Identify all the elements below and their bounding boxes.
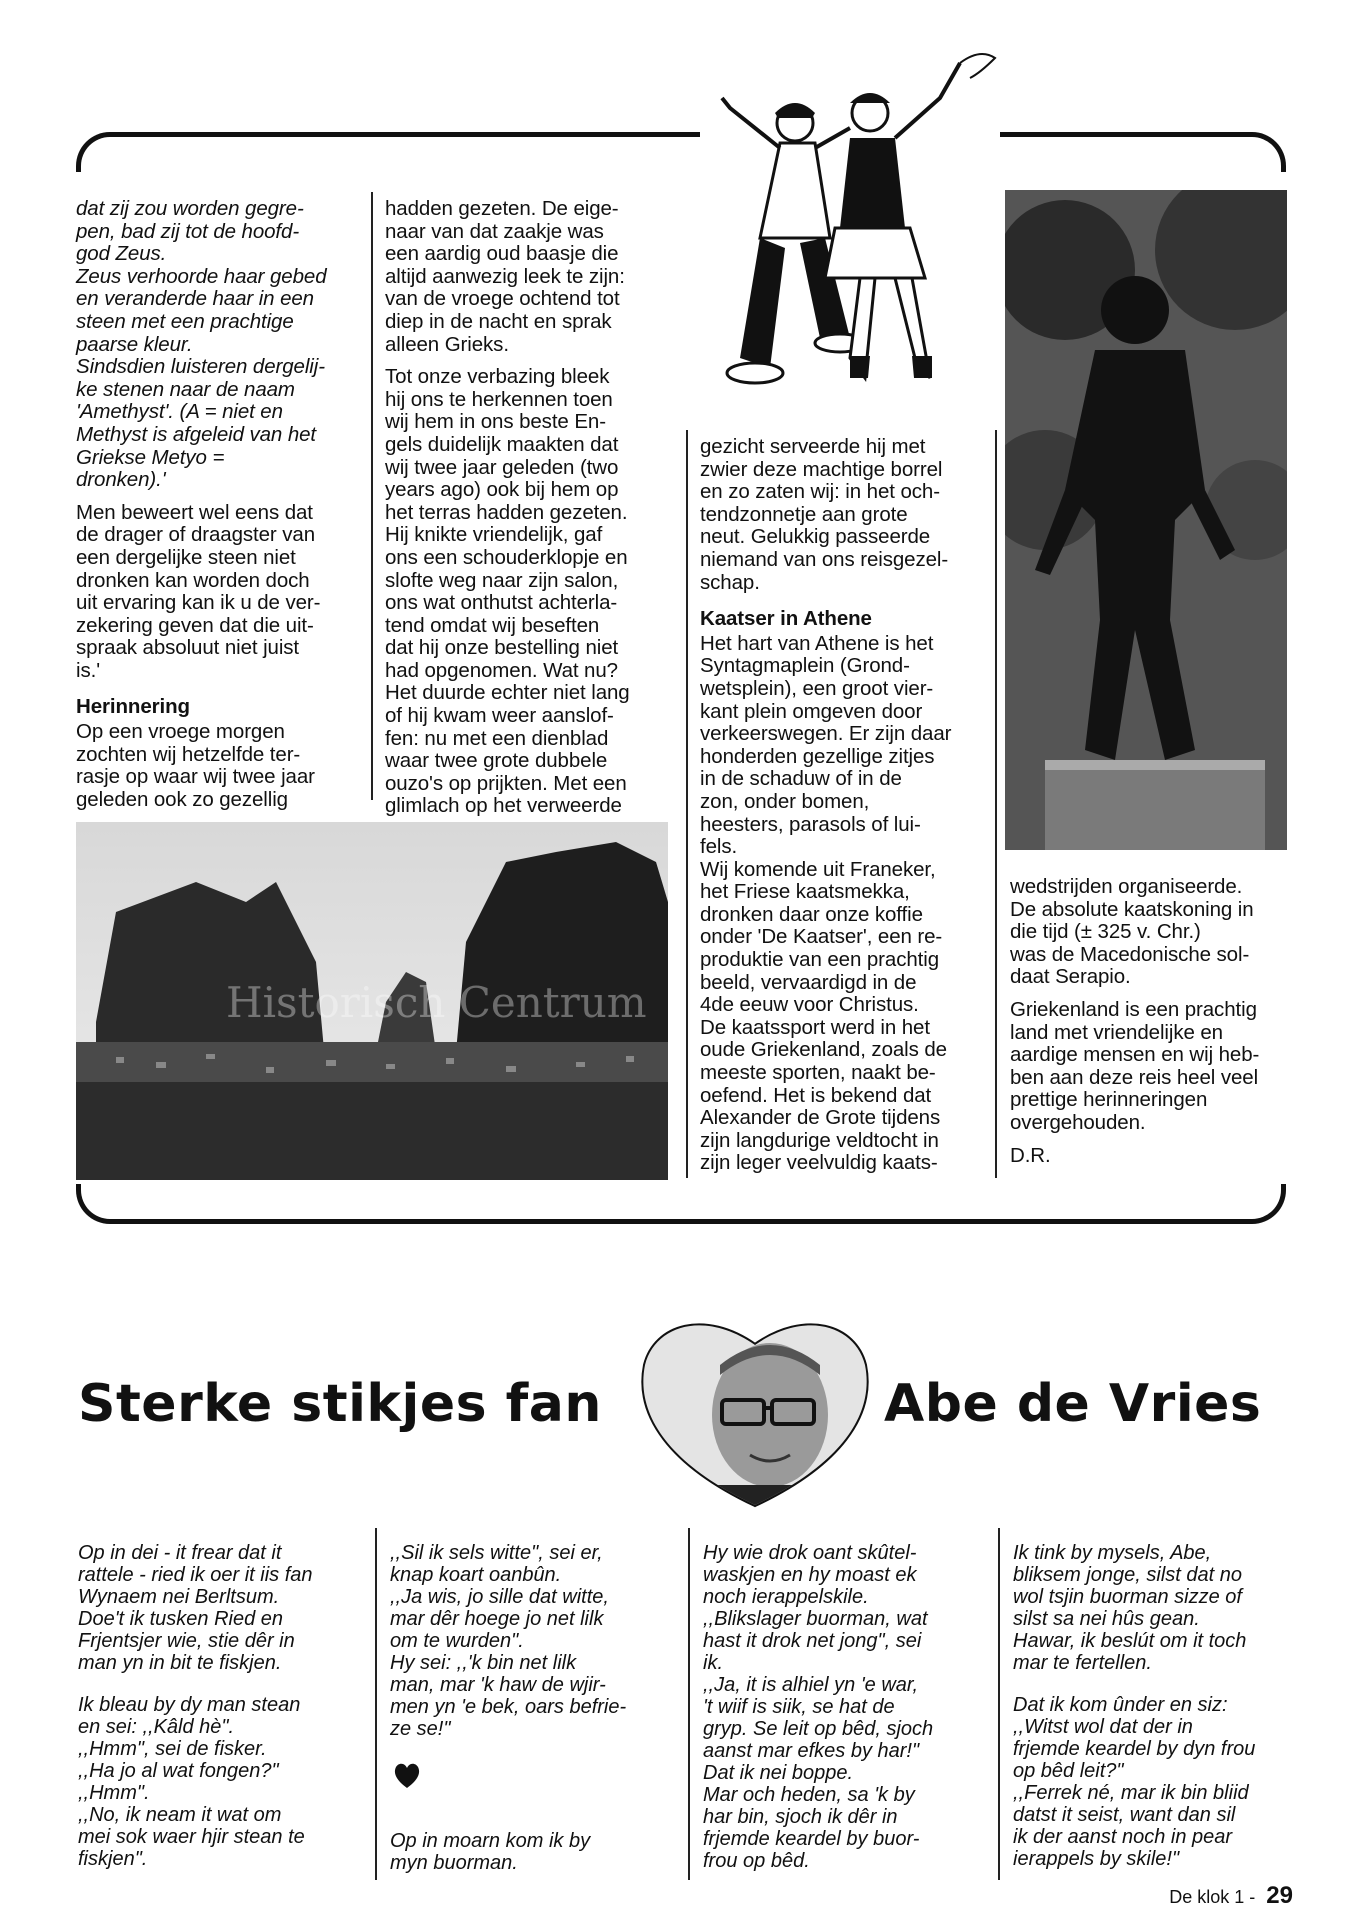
- column-text: Tot onze verbazing bleek hij ons te herkennen toen wij hem in ons beste En- gels duidelijk maakten dat wij twee jaar geleden (two years ago) ook bij hem op het terras hadden gezeten. Hij knikte vriendelijk, gaf ons een schouderklopje en slofte weg naar zijn salon, ons wat onthutst achterla- tend omdat wij beseften dat hij onze bestelling niet had opgenomen. Wat nu? Het duurde echter niet lang of hij kwam weer aanslof- fen: nu met een dienblad waar twee grote dubbele ouzo's op prijkten. Met een glimlach op het verweerde: [385, 365, 630, 818]
- article2-column-1: [78, 1542, 368, 1890]
- article1-column-3: [700, 436, 990, 1175]
- column-rule: [998, 1528, 1000, 1880]
- heart-ornament: [392, 1760, 422, 1790]
- article-frame-top: [76, 132, 1286, 172]
- headline-left: Sterke stikjes fan: [78, 1374, 602, 1434]
- column-text: dat zij zou worden gegre- pen, bad zij tot de hoofd- god Zeus. Zeus verhoorde haar gebed en veranderde haar in een steen met een prachtige paarse kleur. Sindsdien luisteren dergelij- ke stenen naar de naam 'Amethyst'. (A = niet en Methyst is afgeleid van het Griekse Metyo = dronken).': [76, 197, 327, 492]
- article1-column-1: [76, 198, 366, 811]
- column-rule: [995, 430, 997, 1178]
- article2-column-3: [703, 1542, 993, 1892]
- column-text: Op een vroege morgen zochten wij hetzelfde ter- rasje op waar wij twee jaar geleden ook zo gezellig: [76, 720, 315, 811]
- page-number: 29: [1266, 1882, 1293, 1909]
- signature: D.R.: [1010, 1143, 1051, 1167]
- page-footer: [1169, 1882, 1293, 1910]
- column-text: Dat ik kom ûnder en siz: ,,Witst wol dat der in frjemde keardel by dyn frou op bêd leit?" ,,Ferrek né, mar ik bin bliid datst it seist, want dan sil ik der aanst noch in pear ierappels by skile!": [1013, 1694, 1256, 1870]
- meteora-landscape-photo: [76, 822, 668, 1180]
- column-text: wedstrijden organiseerde. De absolute kaatskoning in die tijd (± 325 v. Chr.) was de Macedonische sol- daat Serapio.: [1010, 875, 1254, 989]
- article2-column-4: [1013, 1542, 1298, 1890]
- section-heading: Herinnering: [76, 695, 190, 719]
- publication-name: De klok 1 -: [1169, 1887, 1256, 1907]
- column-text: Ik bleau by dy man stean en sei: ,,Kâld hè". ,,Hmm", sei de fisker. ,,Ha jo al wat fongen?" ,,Hmm". ,,No, ik neam it wat om mei sok waer hjir stean te fiskjen".: [78, 1694, 305, 1870]
- column-rule: [686, 430, 688, 1178]
- column-text: Hy wie drok oant skûtel- waskjen en hy moast ek noch ierappelskile. ,,Blikslager buorman, wat hast it drok net jong", sei ik. ,,Ja, it is alhiel yn 'e war, 't wiif is siik, se hat de gryp. Se leit op bêd, sjoch aanst mar efkes by har!" Dat ik nei boppe. Mar och heden, sa 'k by har bin, sjoch ik dêr in frjemde keardel by buor- frou op bêd.: [703, 1542, 934, 1872]
- section-heading: Kaatser in Athene: [700, 607, 872, 631]
- column-text: Men beweert wel eens dat de drager of draagster van een dergelijke steen niet dronken kan worden doch uit ervaring kan ik u de ver- zekering geven dat die uit- spraak absoluut niet juist is.': [76, 500, 321, 682]
- column-text: Op in dei - it frear dat it rattele - ried ik oer it iis fan Wynaem nei Berltsum. Doe't ik tusken Ried en Frjentsjer wie, stie dêr in man yn in bit te fiskjen.: [78, 1542, 313, 1674]
- column-text: Op in moarn kom ik by myn buorman.: [390, 1830, 591, 1874]
- column-text: ,,Sil ik sels witte", sei er, knap koart oanbûn. ,,Ja wis, jo sille dat witte, mar dêr hoege jo net lilk om te wurden". Hy sei: ,,'k bin net lilk man, mar 'k haw de wjir- men yn 'e bek, oars befrie- ze se!": [390, 1542, 627, 1740]
- article-frame-bottom: [76, 1184, 1286, 1224]
- column-text: Ik tink by mysels, Abe, bliksem jonge, silst dat no wol tsjin buorman sizze of silst sa nei hûs gean. Hawar, ik beslút om it toch mar te fertellen.: [1013, 1542, 1247, 1674]
- column-rule: [375, 1528, 377, 1880]
- column-text: gezicht serveerde hij met zwier deze machtige borrel en zo zaten wij: in het och- tendzonnetje aan grote neut. Gelukkig passeerde niemand van ons reisgezel- schap.: [700, 435, 949, 594]
- statue-photo: [1005, 190, 1287, 850]
- column-text: Het hart van Athene is het Syntagmaplein (Grond- wetsplein), een groot vier- kant plein omgeven door verkeerswegen. Er zijn daar honderden gezellige zitjes in de schaduw of in de zon, onder bomen, heesters, parasols of lui- fels. Wij komende uit Franeker, het Friese kaatsmekka, dronken daar onze koffie onder 'De Kaatser', een re- produktie van een prachtig beeld, vervaardigd in de 4de eeuw voor Christus. De kaatssport werd in het oude Griekenland, zoals de meeste sporten, naakt be- oefend. Het is bekend dat Alexander de Grote tijdens zijn langdurige veldtocht in zijn leger veelvuldig kaats-: [700, 631, 952, 1175]
- article2-column-2: [390, 1542, 680, 1894]
- dancers-illustration: [700, 38, 1000, 428]
- column-rule: [688, 1528, 690, 1880]
- article1-column-2: [385, 198, 675, 818]
- column-text: Griekenland is een prachtig land met vriendelijke en aardige mensen en wij heb- ben aan deze reis heel veel prettige herinneringen overgehouden.: [1010, 997, 1260, 1134]
- headline-right: Abe de Vries: [884, 1374, 1262, 1434]
- watermark: Historisch Centrum: [226, 978, 647, 1027]
- portrait-photo: [630, 1305, 880, 1515]
- article1-column-4: [1010, 876, 1285, 1167]
- column-text: hadden gezeten. De eige- naar van dat zaakje was een aardig oud baasje die altijd aanwezig leek te zijn: van de vroege ochtend tot diep in de nacht en sprak alleen Grieks.: [385, 197, 625, 356]
- column-rule: [371, 192, 373, 800]
